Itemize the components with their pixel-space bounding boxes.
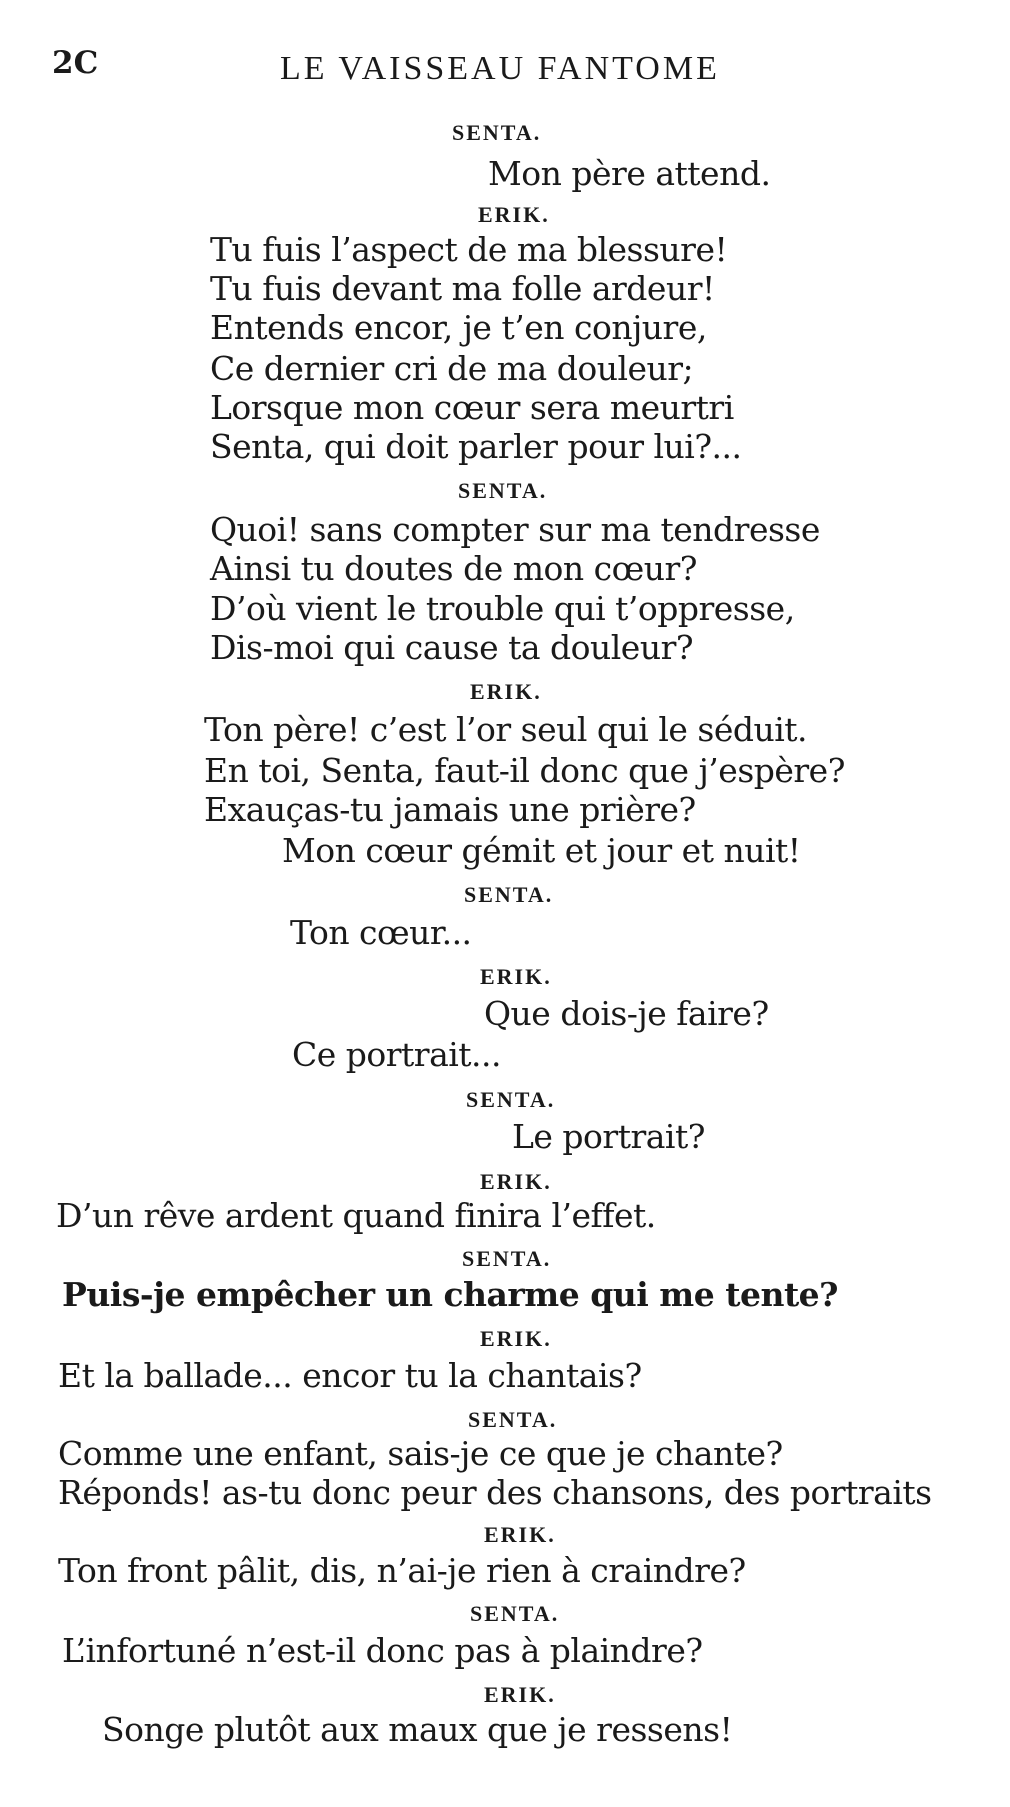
verse-line: Que dois-je faire?	[484, 994, 769, 1033]
speaker-name: SENTA.	[462, 1246, 552, 1271]
speaker-name: ERIK.	[484, 1522, 556, 1547]
speaker-name: ERIK.	[484, 1682, 556, 1707]
verse-line: Ce dernier cri de ma douleur;	[210, 349, 694, 388]
verse-line: Entends encor, je t’en conjure,	[210, 308, 707, 347]
speaker-name: SENTA.	[470, 1601, 560, 1626]
verse-line: D’où vient le trouble qui t’oppresse,	[210, 589, 795, 628]
verse-line: Mon père attend.	[488, 154, 771, 193]
verse-line: Songe plutôt aux maux que je ressens!	[102, 1710, 733, 1749]
verse-line: Et la ballade... encor tu la chantais?	[58, 1356, 642, 1395]
speaker-name: SENTA.	[464, 882, 554, 907]
verse-line: Ton front pâlit, dis, n’ai-je rien à craindre?	[58, 1551, 746, 1590]
page-title: LE VAISSEAU FANTOME	[280, 50, 720, 87]
speaker-name: SENTA.	[468, 1407, 558, 1432]
verse-line: Ainsi tu doutes de mon cœur?	[210, 549, 697, 588]
speaker-name: ERIK.	[480, 1169, 552, 1194]
speaker-name: ERIK.	[480, 1326, 552, 1351]
verse-line: Senta, qui doit parler pour lui?...	[210, 427, 742, 466]
speaker-name: SENTA.	[458, 478, 548, 503]
verse-line: Le portrait?	[512, 1117, 705, 1156]
verse-line: Quoi! sans compter sur ma tendresse	[210, 510, 820, 549]
verse-line: D’un rêve ardent quand finira l’effet.	[56, 1196, 656, 1235]
speaker-name: ERIK.	[480, 964, 552, 989]
speaker-name: ERIK.	[470, 679, 542, 704]
verse-line: Exauças-tu jamais une prière?	[204, 790, 696, 829]
speaker-name: SENTA.	[466, 1087, 556, 1112]
speaker-name: SENTA.	[452, 120, 542, 145]
verse-line: Ce portrait...	[292, 1035, 502, 1074]
verse-line: Comme une enfant, sais-je ce que je chante?	[58, 1434, 783, 1473]
verse-line: Puis-je empêcher un charme qui me tente?	[62, 1275, 839, 1314]
page-number: 2C	[52, 45, 99, 81]
verse-line: En toi, Senta, faut-il donc que j’espère?	[204, 751, 845, 790]
verse-line: Réponds! as-tu donc peur des chansons, des portraits	[58, 1473, 932, 1512]
verse-line: L’infortuné n’est-il donc pas à plaindre?	[62, 1631, 703, 1670]
verse-line: Tu fuis devant ma folle ardeur!	[210, 269, 715, 308]
verse-line: Ton cœur...	[290, 913, 472, 952]
speaker-name: ERIK.	[478, 202, 550, 227]
verse-line: Lorsque mon cœur sera meurtri	[210, 388, 734, 427]
verse-line: Dis-moi qui cause ta douleur?	[210, 628, 694, 667]
verse-line: Tu fuis l’aspect de ma blessure!	[210, 230, 728, 269]
verse-line: Mon cœur gémit et jour et nuit!	[282, 831, 801, 870]
verse-line: Ton père! c’est l’or seul qui le séduit.	[204, 710, 808, 749]
